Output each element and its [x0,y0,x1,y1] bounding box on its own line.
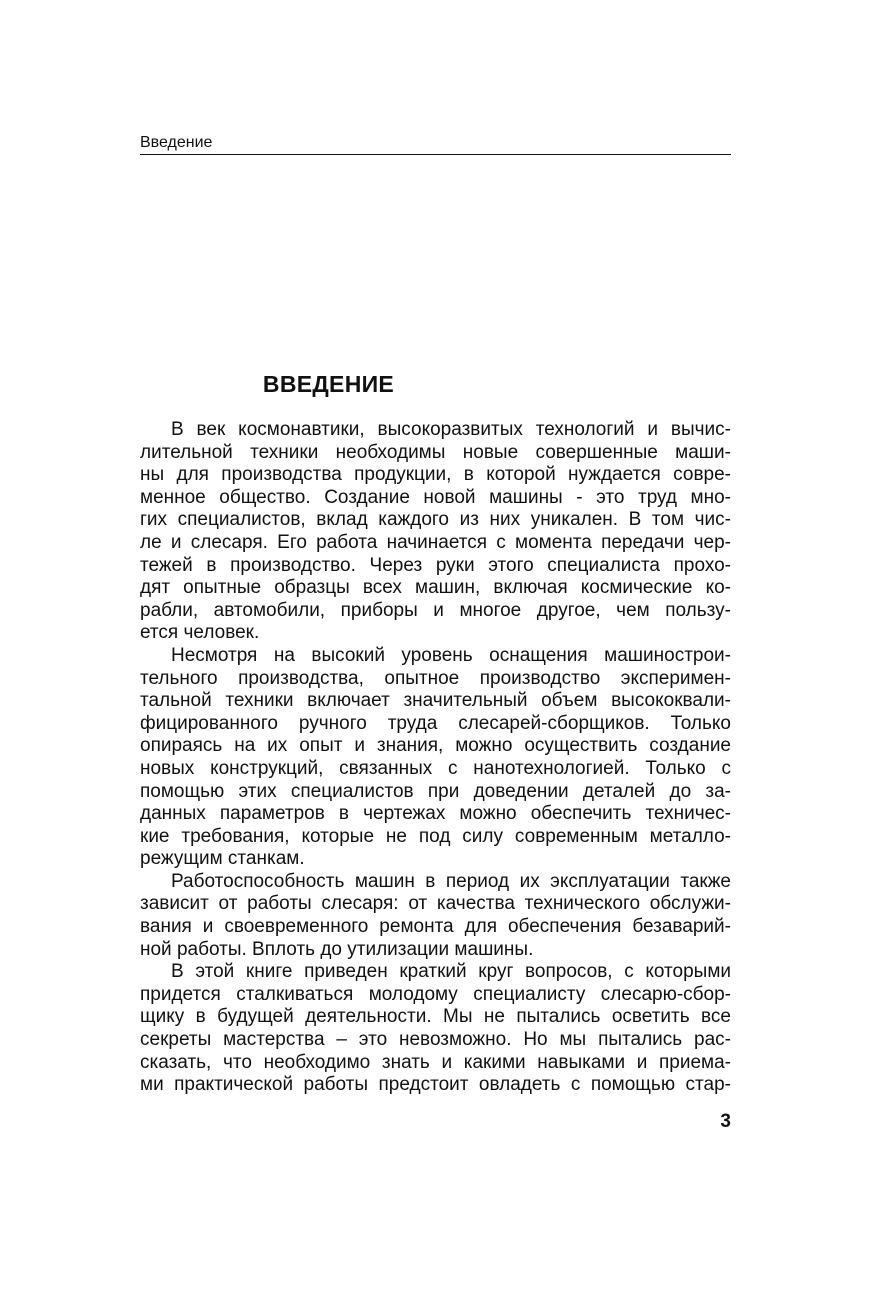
text-line: тальной техники включает значительный объем высококвали- [140,690,731,712]
text-line: В век космонавтики, высокоразвитых технологий и вычис- [171,419,731,440]
body-text [140,419,731,1097]
text-line: менное общество. Создание новой машины - это труд мно- [140,486,731,508]
text-line: сказать, что необходимо знать и какими навыками и приема- [140,1051,731,1073]
text-line: лительной техники необходимы новые совершенные маши- [140,441,731,463]
text-line: ной работы. Вплоть до утилизации машины. [140,938,534,960]
text-line: помощью этих специалистов при доведении деталей до за- [140,780,731,802]
paragraph [140,645,731,871]
text-line: тежей в производство. Через руки этого специалиста прохо- [140,554,731,576]
page-number: 3 [720,1111,731,1132]
text-line: тельного производства, опытное производство эксперимен- [140,667,731,689]
text-line: Работоспособность машин в период их эксплуатации также [171,870,731,892]
text-line: опираясь на их опыт и знания, можно осуществить создание [140,735,731,757]
paragraph [140,871,731,961]
text-line: ны для производства продукции, в которой нуждается совре- [140,464,731,486]
text-line: В этой книге приведен краткий круг вопросов, с которыми [171,961,731,983]
paragraph [140,961,731,1097]
text-line: вания и своевременного ремонта для обеспечения безаварий- [140,916,731,938]
paragraph [140,419,731,645]
text-line: ми практической работы предстоит овладеть с помощью стар- [140,1074,731,1096]
text-line: дят опытные образцы всех машин, включая космические ко- [140,577,731,599]
text-line: щику в будущей деятельности. Мы не пытались осветить все [140,1006,731,1028]
text-line: ле и слесаря. Его работа начинается с момента передачи чер- [140,531,731,553]
text-line: фицированного ручного труда слесарей-сборщиков. Только [140,712,731,734]
chapter-title: ВВЕДЕНИЕ [262,371,395,397]
text-line: Несмотря на высокий уровень оснащения машинострои- [171,644,731,666]
text-line: секреты мастерства – это невозможно. Но мы пытались рас- [140,1029,731,1051]
text-line: гих специалистов, вклад каждого из них уникален. В том чис- [140,509,731,531]
text-line: режущим станкам. [140,848,305,870]
text-line: данных параметров в чертежах можно обеспечить техничес- [140,803,731,825]
text-line: ется человек. [140,622,260,644]
text-line: рабли, автомобили, приборы и многое другое, чем пользу- [140,599,731,621]
text-line: новых конструкций, связанных с нанотехнологией. Только с [140,757,731,779]
text-line: зависит от работы слесаря: от качества технического обслужи- [140,893,731,915]
text-line: придется сталкиваться молодому специалисту слесарю-сбор- [140,983,731,1005]
text-line: кие требования, которые не под силу современным металло- [140,825,731,847]
running-header: Введение [140,133,731,155]
